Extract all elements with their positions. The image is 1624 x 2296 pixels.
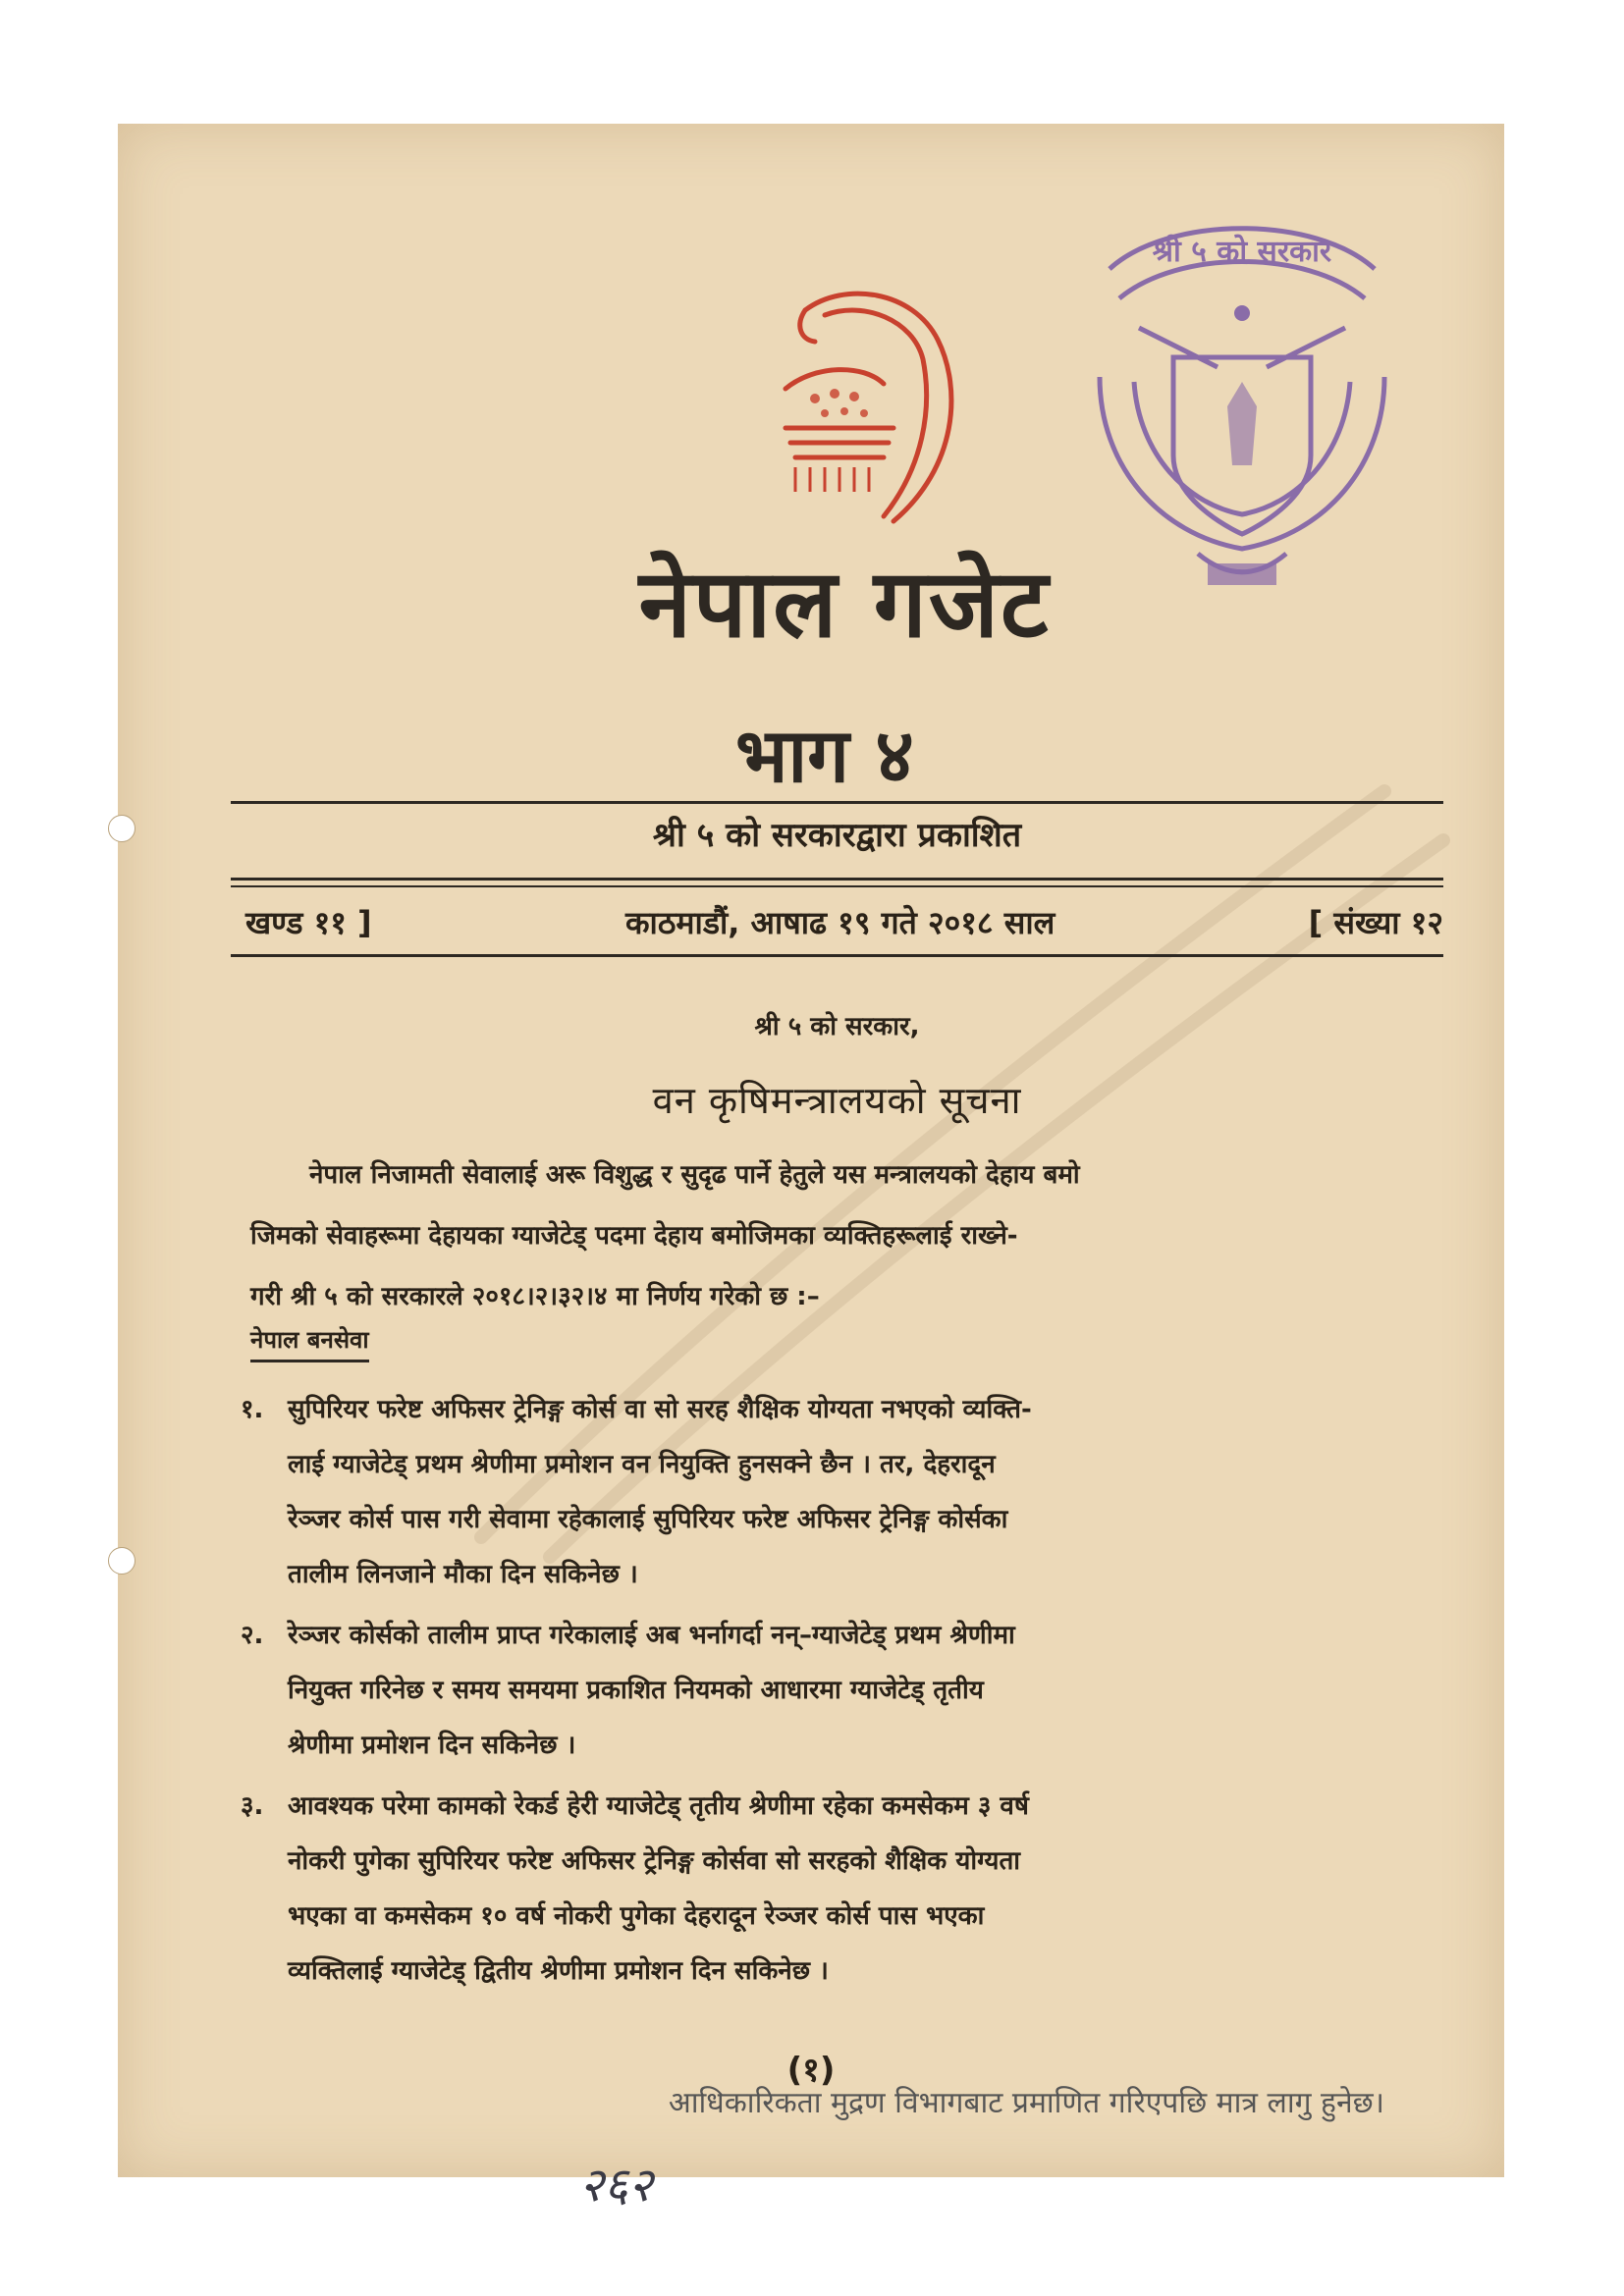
page-number: (१) [786, 2051, 836, 2090]
item-line: व्यक्तिलाई ग्याजेटेड् द्वितीय श्रेणीमा प्रमोशन दिन सकिनेछ । [288, 1956, 829, 1986]
rule-middle-1 [231, 878, 1443, 881]
rule-bottom [231, 954, 1443, 957]
list-item-2 [241, 1608, 1448, 1775]
footer-note: आधिकारिकता मुद्रण विभागबाट प्रमाणित गरिएपछि मात्र लागु हुनेछ। [668, 2086, 1384, 2120]
intro-line: गरी श्री ५ को सरकारले २०१८।२।३२।४ मा निर्णय गरेको छ :– [250, 1282, 820, 1311]
item-number: ३. [241, 1791, 264, 1821]
rule-top [231, 801, 1443, 804]
item-line: रेञ्जर कोर्सको तालीम प्राप्त गरेकालाई अब भर्नागर्दा नन्–ग्याजेटेड् प्रथम श्रेणीमा [288, 1621, 1015, 1650]
item-line: श्रेणीमा प्रमोशन दिन सकिनेछ । [288, 1731, 576, 1760]
list-item-1 [241, 1382, 1448, 1608]
intro-line: जिमको सेवाहरूमा देहायका ग्याजेटेड् पदमा देहाय बमोजिमका व्यक्तिहरूलाई राख्ने- [250, 1221, 1018, 1251]
place-date: काठमाडौं, आषाढ १९ गते २०१८ साल [624, 904, 1056, 941]
item-line: आवश्यक परेमा कामको रेकर्ड हेरी ग्याजेटेड् तृतीय श्रेणीमा रहेका कमसेकम ३ वर्ष [288, 1791, 1029, 1821]
gazette-part: भाग ४ [735, 712, 914, 799]
crown-emblem-icon [766, 271, 982, 526]
item-number: २. [241, 1621, 264, 1650]
issue-line [245, 901, 1443, 943]
item-line: नोकरी पुगेका सुपिरियर फरेष्ट अफिसर ट्रेनिङ्ग कोर्सवा सो सरहको शैक्षिक योग्यता [288, 1846, 1021, 1876]
punch-hole-bottom [108, 1547, 135, 1575]
intro-paragraph [250, 1145, 1443, 1327]
item-line: भएका वा कमसेकम १० वर्ष नोकरी पुगेका देहरादून रेञ्जर कोर्स पास भएका [288, 1901, 985, 1931]
rule-middle-2 [231, 885, 1443, 887]
item-line: लाई ग्याजेटेड् प्रथम श्रेणीमा प्रमोशन वन नियुक्ति हुनसक्ने छैन । तर, देहरादून [288, 1450, 996, 1479]
seal-text: श्री ५ को सरकार [1152, 235, 1332, 269]
service-heading: नेपाल बनसेवा [250, 1323, 369, 1362]
gazette-page [118, 124, 1504, 2213]
item-line: रेञ्जर कोर्स पास गरी सेवामा रहेकालाई सुपिरियर फरेष्ट अफिसर ट्रेनिङ्ग कोर्सका [288, 1505, 1008, 1534]
gazette-title: नेपाल गजेट [638, 548, 1051, 659]
volume-label: खण्ड ११ ] [245, 904, 372, 941]
item-line: तालीम लिनजाने मौका दिन सकिनेछ । [288, 1560, 638, 1589]
issue-number: [ संख्या १२ [1308, 904, 1443, 941]
punch-hole-top [108, 815, 135, 842]
intro-line: नेपाल निजामती सेवालाई अरू विशुद्ध र सुदृढ पार्ने हेतुले यस मन्त्रालयको देहाय बमो [309, 1160, 1080, 1190]
handwritten-number: २६२ [579, 2158, 653, 2213]
publisher-line: श्री ५ को सरकारद्वारा प्रकाशित [652, 816, 1022, 855]
notice-title: वन कृषिमन्त्रालयको सूचना [652, 1079, 1022, 1122]
list-item-3 [241, 1779, 1448, 2004]
government-line: श्री ५ को सरकार, [754, 1012, 920, 1041]
item-line: नियुक्त गरिनेछ र समय समयमा प्रकाशित नियमको आधारमा ग्याजेटेड् तृतीय [288, 1676, 984, 1705]
item-line: सुपिरियर फरेष्ट अफिसर ट्रेनिङ्ग कोर्स वा सो सरह शैक्षिक योग्यता नभएको व्यक्ति- [288, 1395, 1032, 1424]
item-number: १. [241, 1395, 264, 1424]
